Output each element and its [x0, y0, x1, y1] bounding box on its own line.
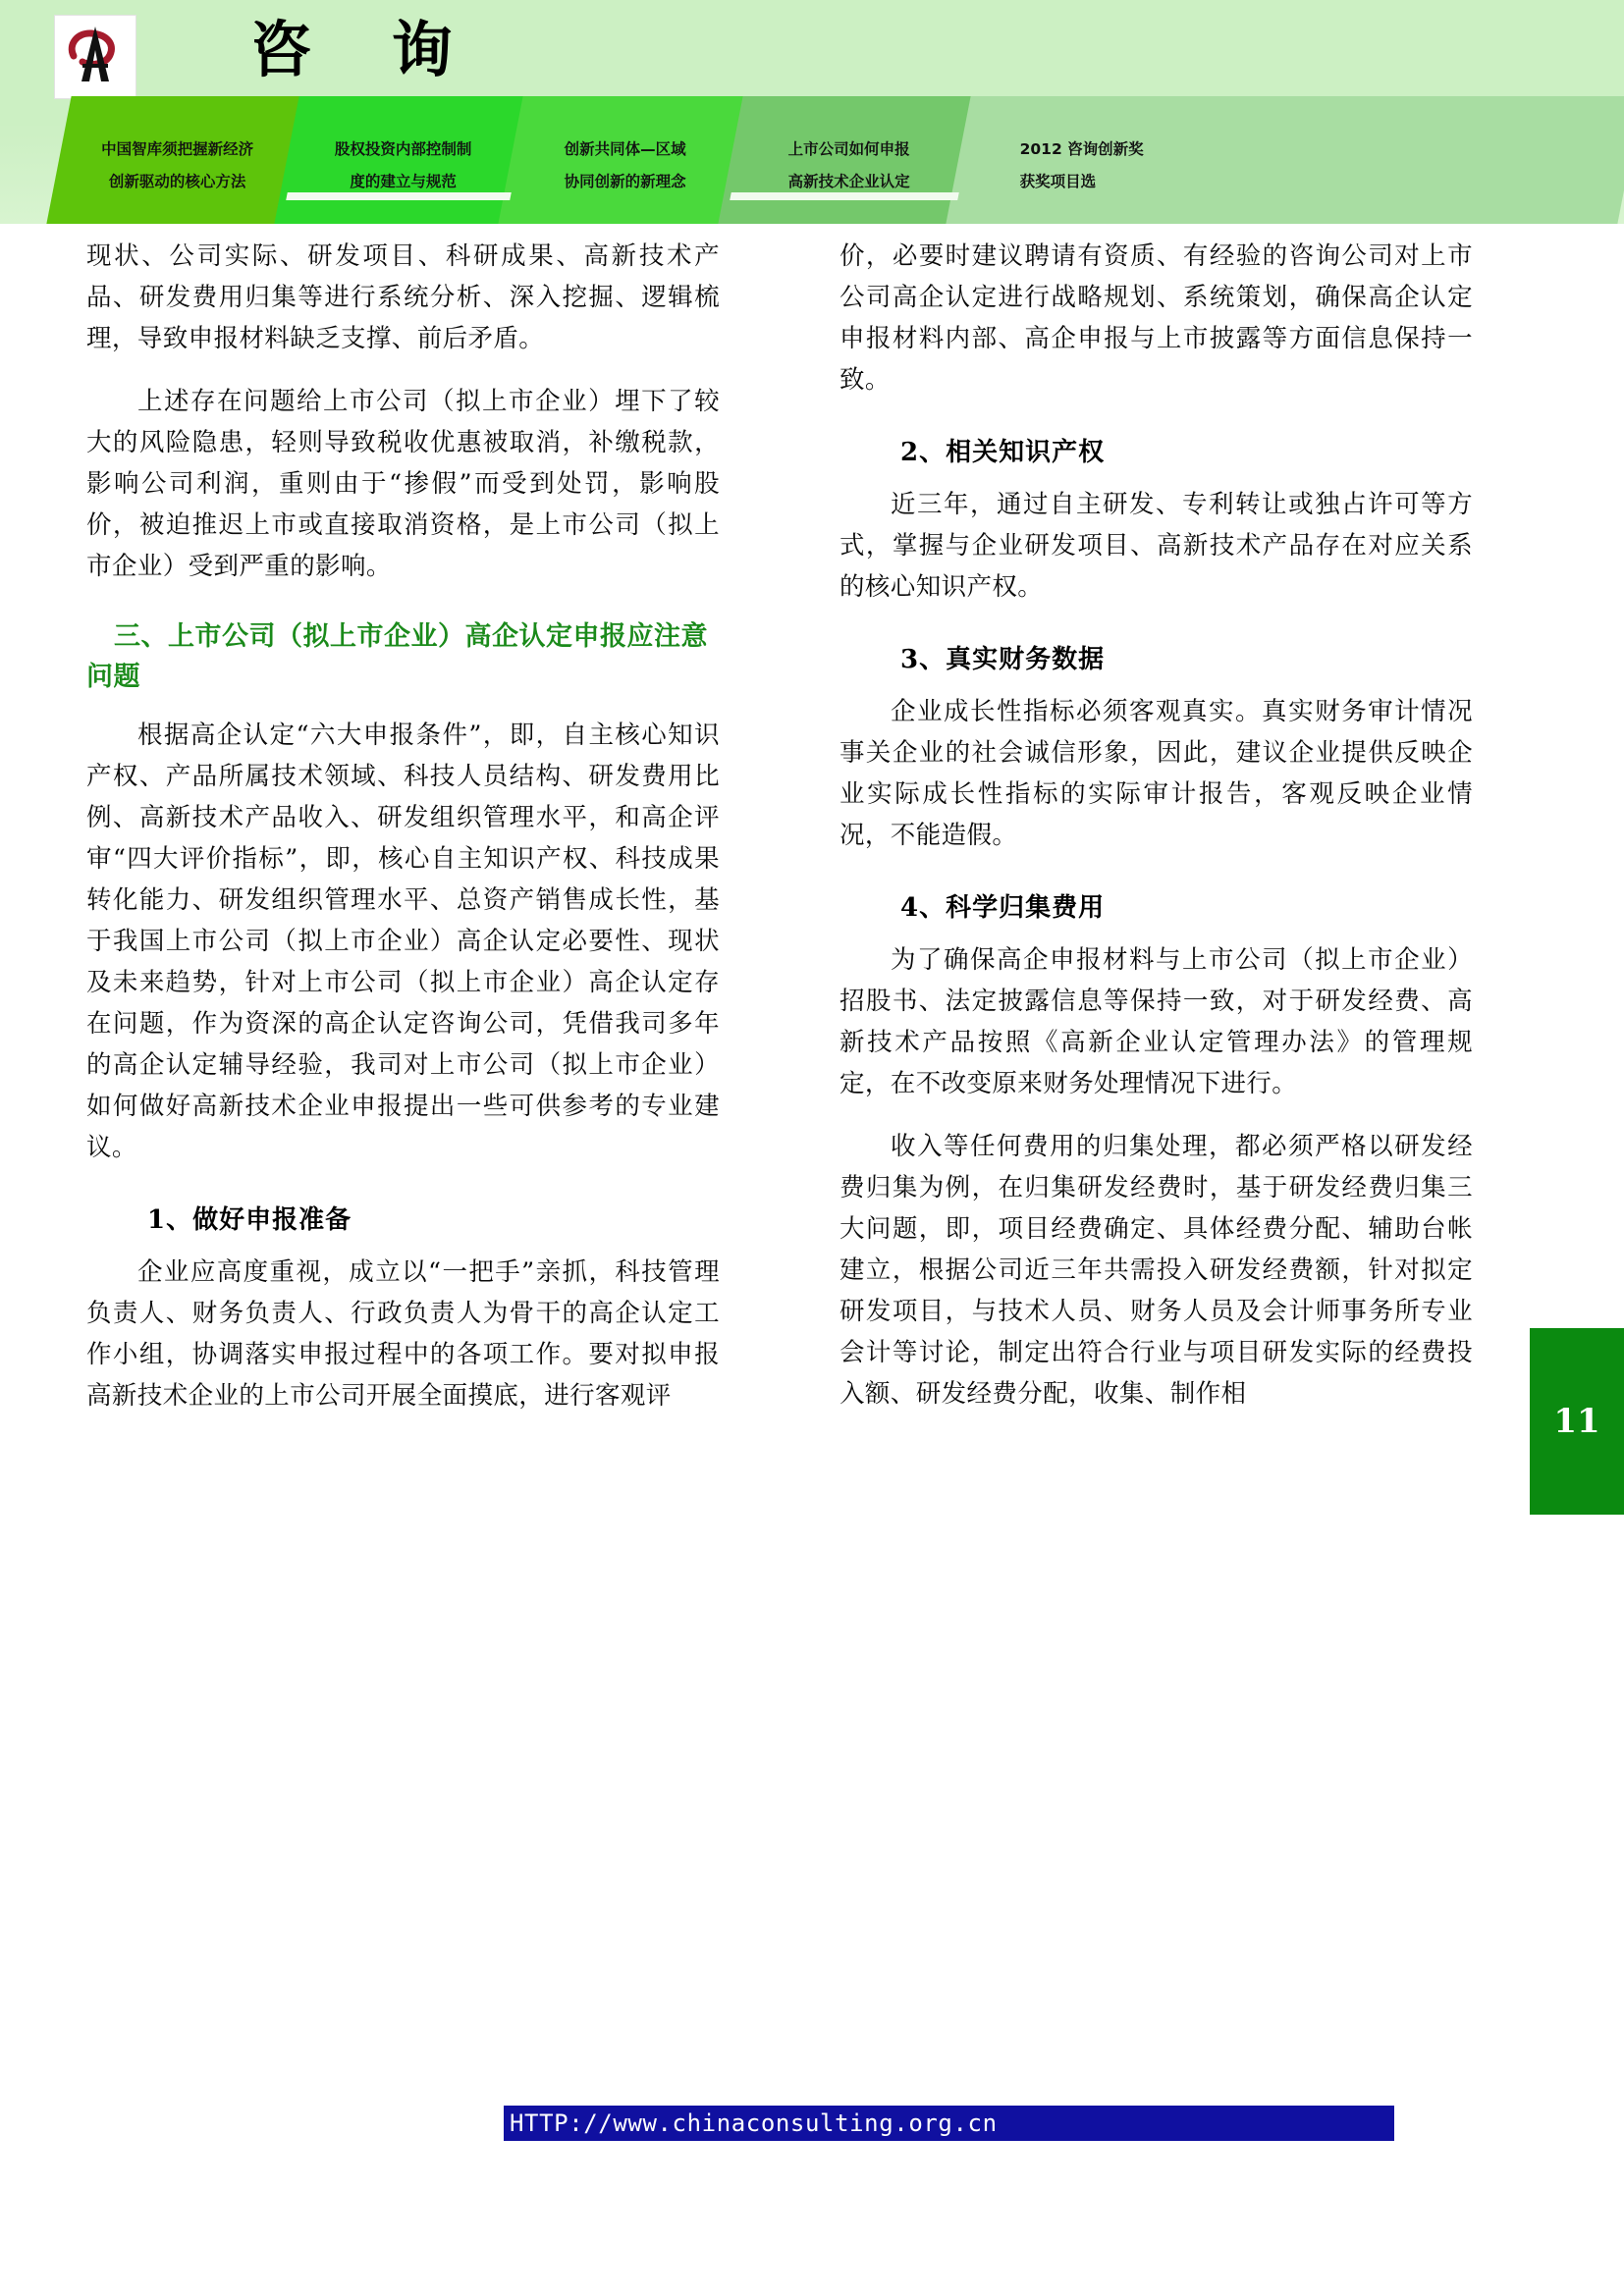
tab-label-line2: 获奖项目选	[1019, 172, 1097, 190]
tab-listed-company-application[interactable]	[718, 96, 974, 224]
paragraph: 企业应高度重视，成立以“一把手”亲抓，科技管理负责人、财务负责人、行政负责人为骨干的高企认定工作小组，协调落实申报过程中的各项工作。要对拟申报高新技术企业的上市公司开展全面摸底，进行客观评	[86, 1257, 720, 1411]
tab-label-line2: 高新技术企业认定	[787, 172, 910, 190]
footer-website-url[interactable]: HTTP://www.chinaconsulting.org.cn	[504, 2106, 1394, 2141]
paragraph: 上述存在问题给上市公司（拟上市企业）埋下了较大的风险隐患，轻则导致税收优惠被取消，补缴税款，影响公司利润，重则由于“掺假”而受到处罚，影响股价，被迫推迟上市或直接取消资格，是上市公司（拟上市企业）受到严重的影响。	[86, 387, 720, 581]
tab-label-line2: 度的建立与规范	[350, 172, 457, 190]
tab-equity-investment-control[interactable]	[274, 96, 526, 224]
paragraph: 企业成长性指标必须客观真实。真实财务审计情况事关企业的社会诚信形象，因此，建议企业提供反映企业实际成长性指标的实际审计报告，客观反映企业情况，不能造假。	[839, 697, 1473, 850]
masthead	[0, 0, 1624, 224]
tab-label-line1: 创新共同体—区域	[564, 140, 686, 158]
subheading-2-related-ip: 2、相关知识产权	[900, 438, 1106, 467]
tab-china-think-tank[interactable]	[46, 96, 302, 224]
paragraph: 收入等任何费用的归集处理，都必须严格以研发经费归集为例，在归集研发经费时，基于研发经费归集三大问题，即，项目经费确定、具体经费分配、辅助台帐建立，根据公司近三年共需投入研发经费额，针对拟定研发项目，与技术人员、财务人员及会计师事务所专业会计等讨论，制定出符合行业与项目研发实际的经费投入额、研发经费分配，收集、制作相	[839, 1132, 1473, 1409]
paragraph: 根据高企认定“六大申报条件”，即，自主核心知识产权、产品所属技术领域、科技人员结构、研发费用比例、高新技术产品收入、研发组织管理水平，和高企评审“四大评价指标”，即，核心自主知识产权、科技成果转化能力、研发组织管理水平、总资产销售成长性，基于我国上市公司（拟上市企业）高企认定必要性、现状及未来趋势，针对上市公司（拟上市企业）高企认定存在问题，作为资深的高企认定咨询公司，凭借我司多年的高企认定辅导经验，我司对上市公司（拟上市企业）如何做好高新技术企业申报提出一些可供参考的专业建议。	[86, 721, 720, 1162]
tab-label-line1: 中国智库须把握新经济	[101, 140, 254, 158]
paragraph: 近三年，通过自主研发、专利转让或独占许可等方式，掌握与企业研发项目、高新技术产品存在对应关系的核心知识产权。	[839, 490, 1473, 602]
subheading-3-real-financial-data: 3、真实财务数据	[900, 645, 1106, 674]
tab-2012-innovation-award[interactable]	[946, 96, 1624, 224]
tab-innovation-community[interactable]	[498, 96, 746, 224]
logo-icon	[64, 23, 127, 91]
section-heading-three: 三、上市公司（拟上市企业）高企认定申报应注意问题	[86, 621, 708, 692]
paragraph: 为了确保高企申报材料与上市公司（拟上市企业）招股书、法定披露信息等保持一致，对于研发经费、高新技术产品按照《高新企业认定管理办法》的管理规定，在不改变原来财务处理情况下进行。	[839, 945, 1473, 1098]
page-body	[0, 224, 1624, 2296]
tab-label-line2: 协同创新的新理念	[564, 172, 686, 190]
subheading-4-scientific-cost-collection: 4、科学归集费用	[900, 893, 1106, 923]
tab-label-line1: 2012 咨询创新奖	[1019, 140, 1144, 158]
tab-divider	[730, 192, 959, 200]
tab-label-line1: 上市公司如何申报	[787, 140, 910, 158]
tab-label-line1: 股权投资内部控制制	[334, 140, 472, 158]
right-column	[839, 236, 1473, 1415]
left-column	[86, 236, 720, 1416]
page-title: 咨 询	[250, 14, 482, 85]
subheading-1-prepare-application: 1、做好申报准备	[147, 1205, 352, 1235]
tab-divider	[286, 192, 512, 200]
section-tabs	[0, 96, 1624, 224]
logo	[54, 15, 136, 99]
tab-label-line2: 创新驱动的核心方法	[108, 172, 246, 190]
page-number-badge: 11	[1530, 1328, 1624, 1515]
paragraph: 现状、公司实际、研发项目、科研成果、高新技术产品、研发费用归集等进行系统分析、深入挖掘、逻辑梳理，导致申报材料缺乏支撑、前后矛盾。	[86, 241, 720, 353]
paragraph: 价，必要时建议聘请有资质、有经验的咨询公司对上市公司高企认定进行战略规划、系统策划，确保高企认定申报材料内部、高企申报与上市披露等方面信息保持一致。	[839, 241, 1473, 395]
